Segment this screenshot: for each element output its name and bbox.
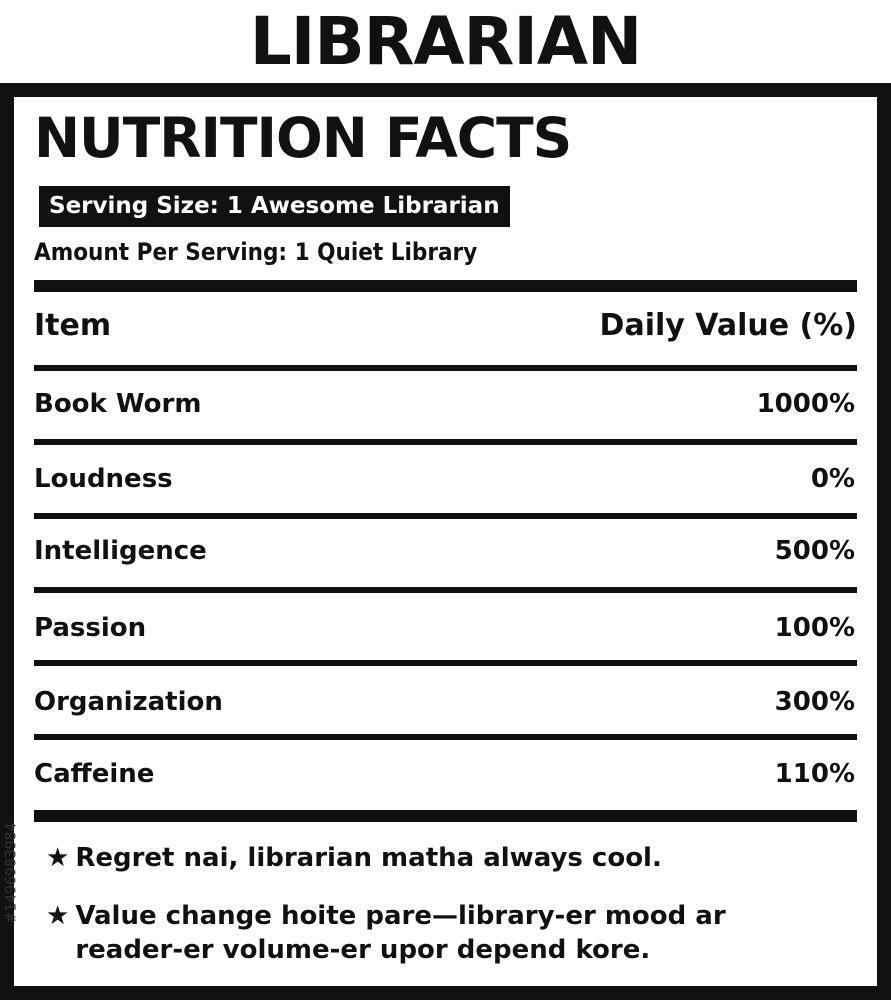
- table-row: [34, 521, 857, 581]
- row-daily-value: 100%: [774, 613, 855, 643]
- table-header: [34, 296, 857, 354]
- table-row: [34, 449, 857, 509]
- nutrition-facts-panel: [0, 83, 891, 1000]
- star-icon: ★: [46, 901, 70, 931]
- footnote: [46, 841, 846, 875]
- row-item-label: Intelligence: [34, 536, 207, 566]
- row-item-label: Book Worm: [34, 389, 202, 419]
- divider-row: [34, 587, 857, 593]
- column-header-item: Item: [34, 307, 112, 343]
- row-daily-value: 300%: [774, 687, 855, 717]
- footnote-text: Regret nai, librarian matha always cool.: [75, 843, 662, 873]
- serving-size-badge: Serving Size: 1 Awesome Librarian: [39, 186, 510, 227]
- page-headline: LIBRARIAN: [249, 3, 642, 80]
- column-header-daily-value: Daily Value (%): [599, 307, 857, 343]
- divider-row: [34, 439, 857, 445]
- table-row: [34, 598, 857, 658]
- divider-row: [34, 734, 857, 740]
- amount-per-serving: Amount Per Serving: 1 Quiet Library: [34, 238, 478, 266]
- panel-title: NUTRITION FACTS: [34, 106, 572, 170]
- stock-id-text: #1496983984: [3, 822, 19, 923]
- table-row: [34, 374, 857, 434]
- footnote-text: Value change hoite pare—library-er mood ar reader-er volume-er upor depend kore.: [75, 901, 726, 965]
- divider-thick-top: [34, 280, 857, 292]
- stock-id-label: [0, 745, 22, 1000]
- row-daily-value: 110%: [774, 759, 855, 789]
- row-daily-value: 0%: [810, 464, 855, 494]
- row-item-label: Passion: [34, 613, 147, 643]
- star-icon: ★: [46, 843, 70, 873]
- divider-thick-bottom: [34, 810, 857, 822]
- divider-row: [34, 660, 857, 666]
- row-daily-value: 500%: [774, 536, 855, 566]
- table-row: [34, 744, 857, 804]
- divider-header: [34, 365, 857, 371]
- table-row: [34, 672, 857, 732]
- footnote: [46, 899, 836, 967]
- row-item-label: Loudness: [34, 464, 173, 494]
- divider-row: [34, 513, 857, 519]
- row-item-label: Caffeine: [34, 759, 155, 789]
- row-daily-value: 1000%: [756, 389, 855, 419]
- row-item-label: Organization: [34, 687, 223, 717]
